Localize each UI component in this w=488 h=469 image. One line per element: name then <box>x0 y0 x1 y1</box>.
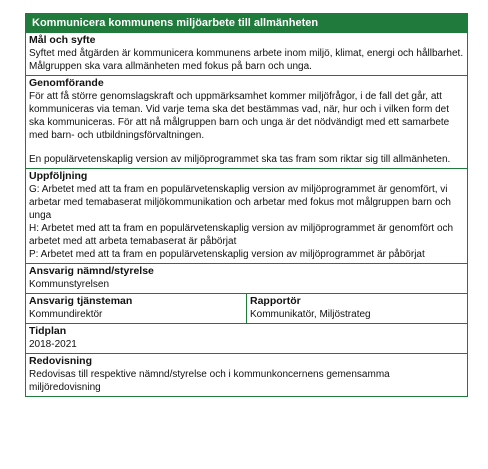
section-title: Genomförande <box>29 77 104 89</box>
section-tidplan <box>26 324 467 354</box>
section-value: Kommunstyrelsen <box>29 279 110 290</box>
section-text: Syftet med åtgärden är kommunicera kommunens arbete inom miljö, klimat, energi och hållbarhet. Målgruppen ska vara allmänheten med fokus på barn och unga. <box>29 48 464 72</box>
section-title: Ansvarig nämnd/styrelse <box>29 265 154 277</box>
paragraph-gap <box>29 142 464 153</box>
card-header: Kommunicera kommunens miljöarbete till allmänheten <box>26 14 467 33</box>
status-h-text: H: Arbetet med att ta fram en populärvetenskaplig version av miljöprogrammet är genomfört och arbetet med att arbeta temabaserat är påbörjat <box>29 223 454 247</box>
section-mal-och-syfte <box>26 33 467 76</box>
section-redovisning <box>26 354 467 396</box>
section-title: Mål och syfte <box>29 34 96 46</box>
section-paragraph-1: För att få större genomslagskraft och uppmärksamhet kommer miljöfrågor, i de fall det går, att kommuniceras via teman. Vid varje tema ska det bestämmas vad, när, hur och i vilken form det ska kommuniceras. För att nå målgruppen barn och unga är det nödvändigt med ett samarbete med barn- och utbildningsförvaltningen. <box>29 91 450 141</box>
section-value: 2018-2021 <box>29 339 77 350</box>
action-card <box>25 13 468 397</box>
section-value: Kommunikatör, Miljöstrateg <box>250 309 371 320</box>
responsible-row <box>26 294 467 324</box>
status-g-text: G: Arbetet med att ta fram en populärvetenskaplig version av miljöprogrammet är genomfört, vi arbetar med temabaserat miljökommunikation och arbetar med fokus mot målgruppen barn och unga <box>29 184 451 221</box>
section-rapportor <box>247 294 467 323</box>
section-value: Kommundirektör <box>29 309 103 320</box>
section-title: Ansvarig tjänsteman <box>29 295 133 307</box>
section-paragraph-2: En populärvetenskaplig version av miljöprogrammet ska tas fram som riktar sig till allmänheten. <box>29 154 451 165</box>
section-title: Rapportör <box>250 295 301 307</box>
section-title: Tidplan <box>29 325 67 337</box>
section-uppfoljning <box>26 169 467 264</box>
section-genomforande <box>26 76 467 169</box>
section-value: Redovisas till respektive nämnd/styrelse och i kommunkoncernens gemensamma miljöredovisning <box>29 369 390 393</box>
section-ansvarig-namnd <box>26 264 467 294</box>
section-title: Uppföljning <box>29 170 88 182</box>
section-title: Redovisning <box>29 355 93 367</box>
status-p-text: P: Arbetet med att ta fram en populärvetenskaplig version av miljöprogrammet är påbörjat <box>29 249 425 260</box>
section-ansvarig-tjansteman <box>26 294 247 323</box>
